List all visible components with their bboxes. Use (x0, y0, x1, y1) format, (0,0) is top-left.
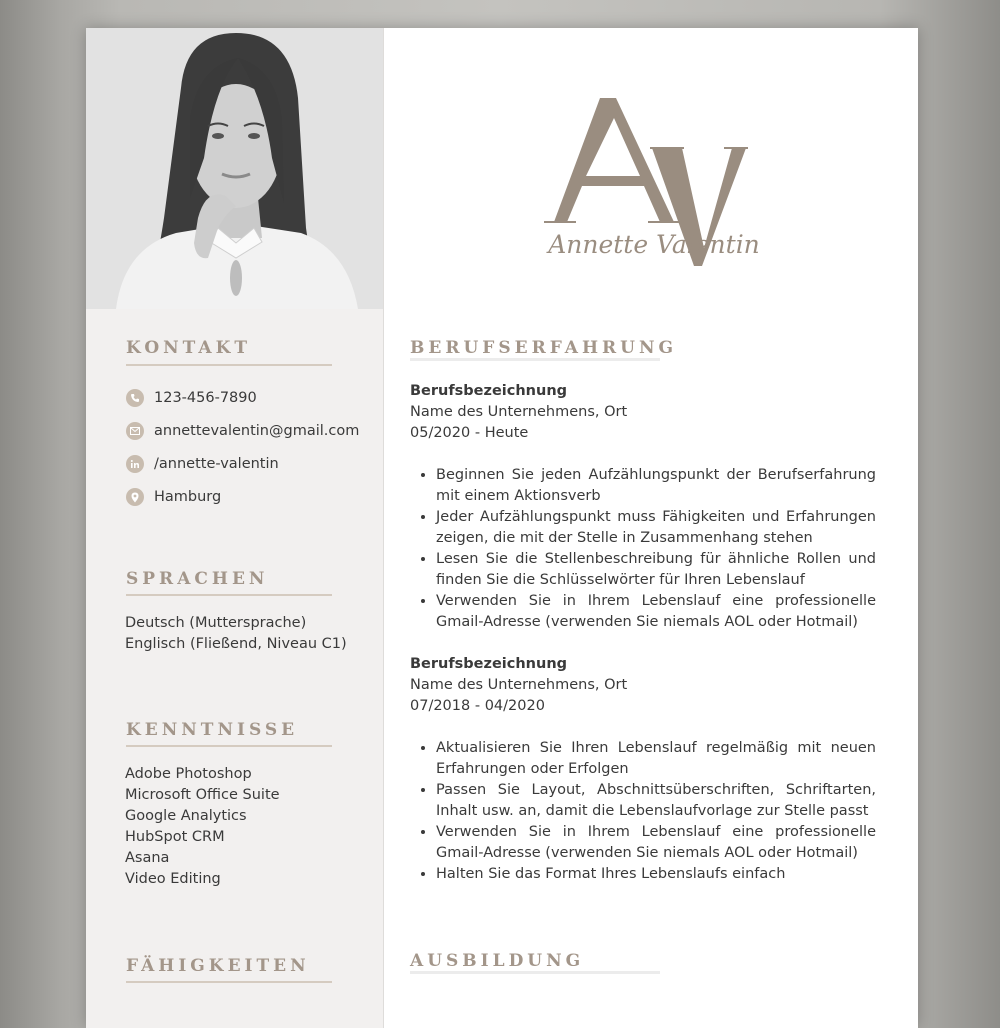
language-item: Englisch (Fließend, Niveau C1) (125, 636, 347, 652)
monogram-logo (534, 88, 764, 308)
sidebar (86, 28, 384, 1028)
job-bullet: • Beginnen Sie jeden Aufzählungspunkt der Berufserfahrung mit einem Aktionsverb (436, 465, 876, 507)
skill-item: Microsoft Office Suite (125, 787, 280, 803)
job-bullets (410, 738, 876, 885)
main-column (384, 28, 918, 1028)
contact-phone[interactable] (126, 389, 257, 407)
email-text: annettevalentin@gmail.com (154, 423, 360, 439)
skills-list (125, 764, 280, 890)
job-bullet: • Aktualisieren Sie Ihren Lebenslauf regelmäßig mit neuen Erfahrungen oder Erfolgen (436, 738, 876, 780)
skill-item: Adobe Photoshop (125, 766, 252, 782)
skill-item: Google Analytics (125, 808, 247, 824)
job-entry (410, 381, 876, 633)
linkedin-text: /annette-valentin (154, 456, 279, 472)
skill-item: Video Editing (125, 871, 221, 887)
phone-text: 123-456-7890 (154, 390, 257, 406)
linkedin-icon (126, 455, 144, 473)
contact-location (126, 488, 221, 506)
resume-page (86, 28, 918, 1028)
skills-divider (126, 745, 332, 747)
experience-divider (410, 358, 660, 361)
contact-divider (126, 364, 332, 366)
job-company: Name des Unternehmens, Ort (410, 677, 628, 693)
location-pin-icon (126, 488, 144, 506)
contact-heading: KONTAKT (126, 338, 252, 358)
mail-icon (126, 422, 144, 440)
contact-linkedin[interactable] (126, 455, 279, 473)
job-bullet: • Verwenden Sie in Ihrem Lebenslauf eine professionelle Gmail-Adresse (verwenden Sie niemals AOL oder Hotmail) (436, 822, 876, 864)
skill-item: Asana (125, 850, 170, 866)
location-text: Hamburg (154, 489, 222, 505)
abilities-divider (126, 981, 332, 983)
job-bullet: • Verwenden Sie in Ihrem Lebenslauf eine professionelle Gmail-Adresse (verwenden Sie niemals AOL oder Hotmail) (436, 591, 876, 633)
monogram-name: Annette Valentin (548, 230, 760, 259)
job-company: Name des Unternehmens, Ort (410, 404, 628, 420)
job-title: Berufsbezeichnung (410, 656, 568, 672)
abilities-heading: FÄHIGKEITEN (126, 956, 310, 976)
job-dates: 05/2020 - Heute (410, 425, 529, 441)
skills-heading: KENNTNISSE (126, 720, 299, 740)
job-bullet: • Passen Sie Layout, Abschnittsüberschriften, Schriftarten, Inhalt usw. an, damit die Lebenslaufvorlage zur Stelle passt (436, 780, 876, 822)
profile-photo (86, 28, 383, 309)
education-divider (410, 971, 660, 974)
job-dates: 07/2018 - 04/2020 (410, 698, 545, 714)
job-bullet: • Jeder Aufzählungspunkt muss Fähigkeiten und Erfahrungen zeigen, die mit der Stelle in Zusammenhang stehen (436, 507, 876, 549)
job-entry (410, 654, 876, 885)
languages-heading: SPRACHEN (126, 569, 269, 589)
phone-icon (126, 389, 144, 407)
experience-heading: BERUFSERFAHRUNG (410, 338, 678, 358)
job-bullets (410, 465, 876, 633)
language-item: Deutsch (Muttersprache) (125, 615, 307, 631)
job-bullet: • Halten Sie das Format Ihres Lebenslaufs einfach (436, 864, 876, 885)
languages-divider (126, 594, 332, 596)
skill-item: HubSpot CRM (125, 829, 225, 845)
languages-list (125, 613, 347, 655)
job-bullet: • Lesen Sie die Stellenbeschreibung für ähnliche Rollen und finden Sie die Schlüsselwörter für Ihren Lebenslauf (436, 549, 876, 591)
education-heading: AUSBILDUNG (410, 951, 585, 971)
job-title: Berufsbezeichnung (410, 383, 568, 399)
contact-email[interactable] (126, 422, 359, 440)
